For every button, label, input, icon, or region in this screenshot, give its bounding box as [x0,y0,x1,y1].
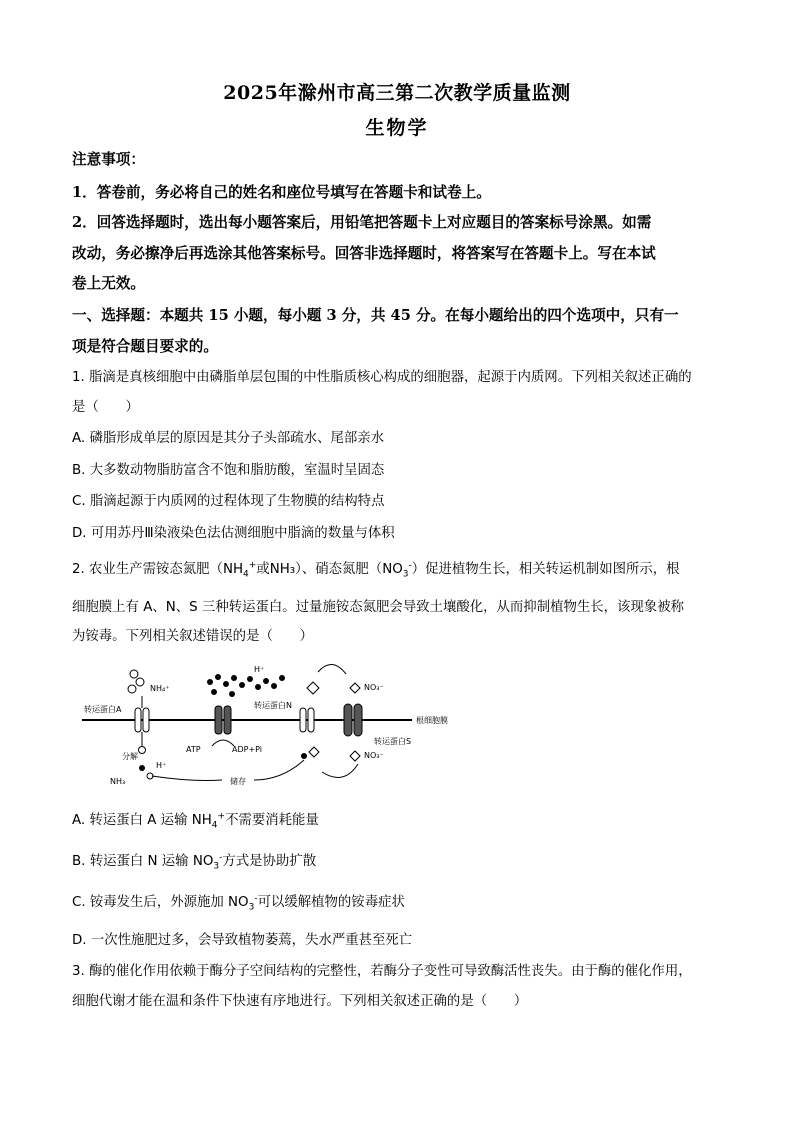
option-b-subscript: 3 [213,861,220,872]
label-nh3: NH₃ [110,777,126,786]
q1-option-d: D. 可用苏丹Ⅲ染液染色法估测细胞中脂滴的数量与体积 [72,526,395,541]
option-b-superscript: - [219,852,223,863]
q2-option-c-part2: 可以缓解植物的铵毒症状 [257,895,405,910]
label-adp: ADP+Pi [232,745,263,754]
option-a-subscript: 4 [211,820,218,831]
label-h-top: H⁺ [254,665,265,674]
label-h-bottom: H⁺ [156,761,167,770]
label-decompose: 分解 [122,752,138,761]
nh4-superscript: + [248,560,257,571]
q2-stem-part-b: 或NH₃）、硝态氮肥（NO [256,562,403,577]
label-transporter-s: 转运蛋白S [374,737,412,746]
q2-option-c [72,893,722,913]
label-nh4: NH₄⁺ [150,684,170,693]
membrane-label: 根细胞膜 [416,716,448,725]
q3-stem-line2: 细胞代谢才能在温和条件下快速有序地进行。下列相关叙述正确的是（ ） [72,994,528,1009]
q3-stem-line1: 3. 酶的催化作用依赖于酶分子空间结构的完整性，若酶分子变性可导致酶活性丧失。由于酶的催化作用， [72,964,692,979]
q2-option-a [72,811,722,831]
no3-superscript: - [408,560,412,571]
q2-stem-line1 [72,560,722,580]
q2-stem-part-a: 2. 农业生产需铵态氮肥（NH [72,562,244,577]
nh4-subscript: 4 [243,569,249,580]
q1-stem-line1: 1. 脂滴是真核细胞中由磷脂单层包围的中性脂质核心构成的细胞器，起源于内质网。下列相关叙述正确的 [72,370,692,385]
q2-stem-line2: 细胞膜上有 A、N、S 三种转运蛋白。过量施铵态氮肥会导致土壤酸化，从而抑制植物生长，该现象被称 [72,600,684,615]
q2-option-a-part2: 不需要消耗能量 [225,813,319,828]
q2-option-b-part2: 方式是协助扩散 [222,854,317,869]
label-storage: 储存 [230,777,246,786]
exam-title: 2025年滁州市高三第二次教学质量监测 [223,82,571,104]
notice-item-2-line1: 2．回答选择题时，选出每小题答案后，用铅笔把答题卡上对应题目的答案标号涂黑。如需 [72,214,652,231]
notice-item-1: 1．答卷前，务必将自己的姓名和座位号填写在答题卡和试卷上。 [72,184,491,201]
option-c-subscript: 3 [248,902,255,913]
q2-stem-line3: 为铵毒。下列相关叙述错误的是（ ） [72,629,314,644]
label-transporter-a: 转运蛋白A [84,705,122,714]
label-no3-top: NO₃⁻ [364,683,384,692]
section-1-line2: 项是符合题目要求的。 [72,338,218,355]
label-atp: ATP [186,745,201,754]
section-1-line1: 一、选择题：本题共 15 小题，每小题 3 分，共 45 分。在每小题给出的四个选项中，只有一 [72,307,679,324]
q2-stem-part-c: ）促进植物生长，相关转运机制如图所示，根 [411,562,680,577]
q2-option-d: D. 一次性施肥过多，会导致植物萎蔫，失水严重甚至死亡 [72,933,413,948]
q2-option-a-part1: A. 转运蛋白 A 运输 NH [72,813,212,828]
q1-option-c: C. 脂滴起源于内质网的过程体现了生物膜的结构特点 [72,494,385,509]
notice-item-2-line2: 改动，务必擦净后再选涂其他答案标号。回答非选择题时，将答案写在答题卡上。写在本试 [72,245,656,262]
option-a-superscript: + [217,811,226,822]
notice-item-2-line3: 卷上无效。 [72,275,145,292]
q1-option-b: B. 大多数动物脂肪富含不饱和脂肪酸，室温时呈固态 [72,463,385,478]
q2-option-b-part1: B. 转运蛋白 N 运输 NO [72,854,214,869]
no3-subscript: 3 [402,569,409,580]
label-no3-bottom: NO₃⁻ [364,751,384,760]
q1-stem-line2: 是（ ） [72,400,139,415]
exam-subject: 生物学 [365,117,429,139]
transport-diagram [82,660,468,792]
notice-heading: 注意事项： [72,151,145,168]
label-transporter-n: 转运蛋白N [254,701,292,710]
option-c-superscript: - [254,893,258,904]
q1-option-a: A. 磷脂形成单层的原因是其分子头部疏水、尾部亲水 [72,431,385,446]
q2-option-c-part1: C. 铵毒发生后，外源施加 NO [72,895,249,910]
q2-option-b [72,852,722,872]
